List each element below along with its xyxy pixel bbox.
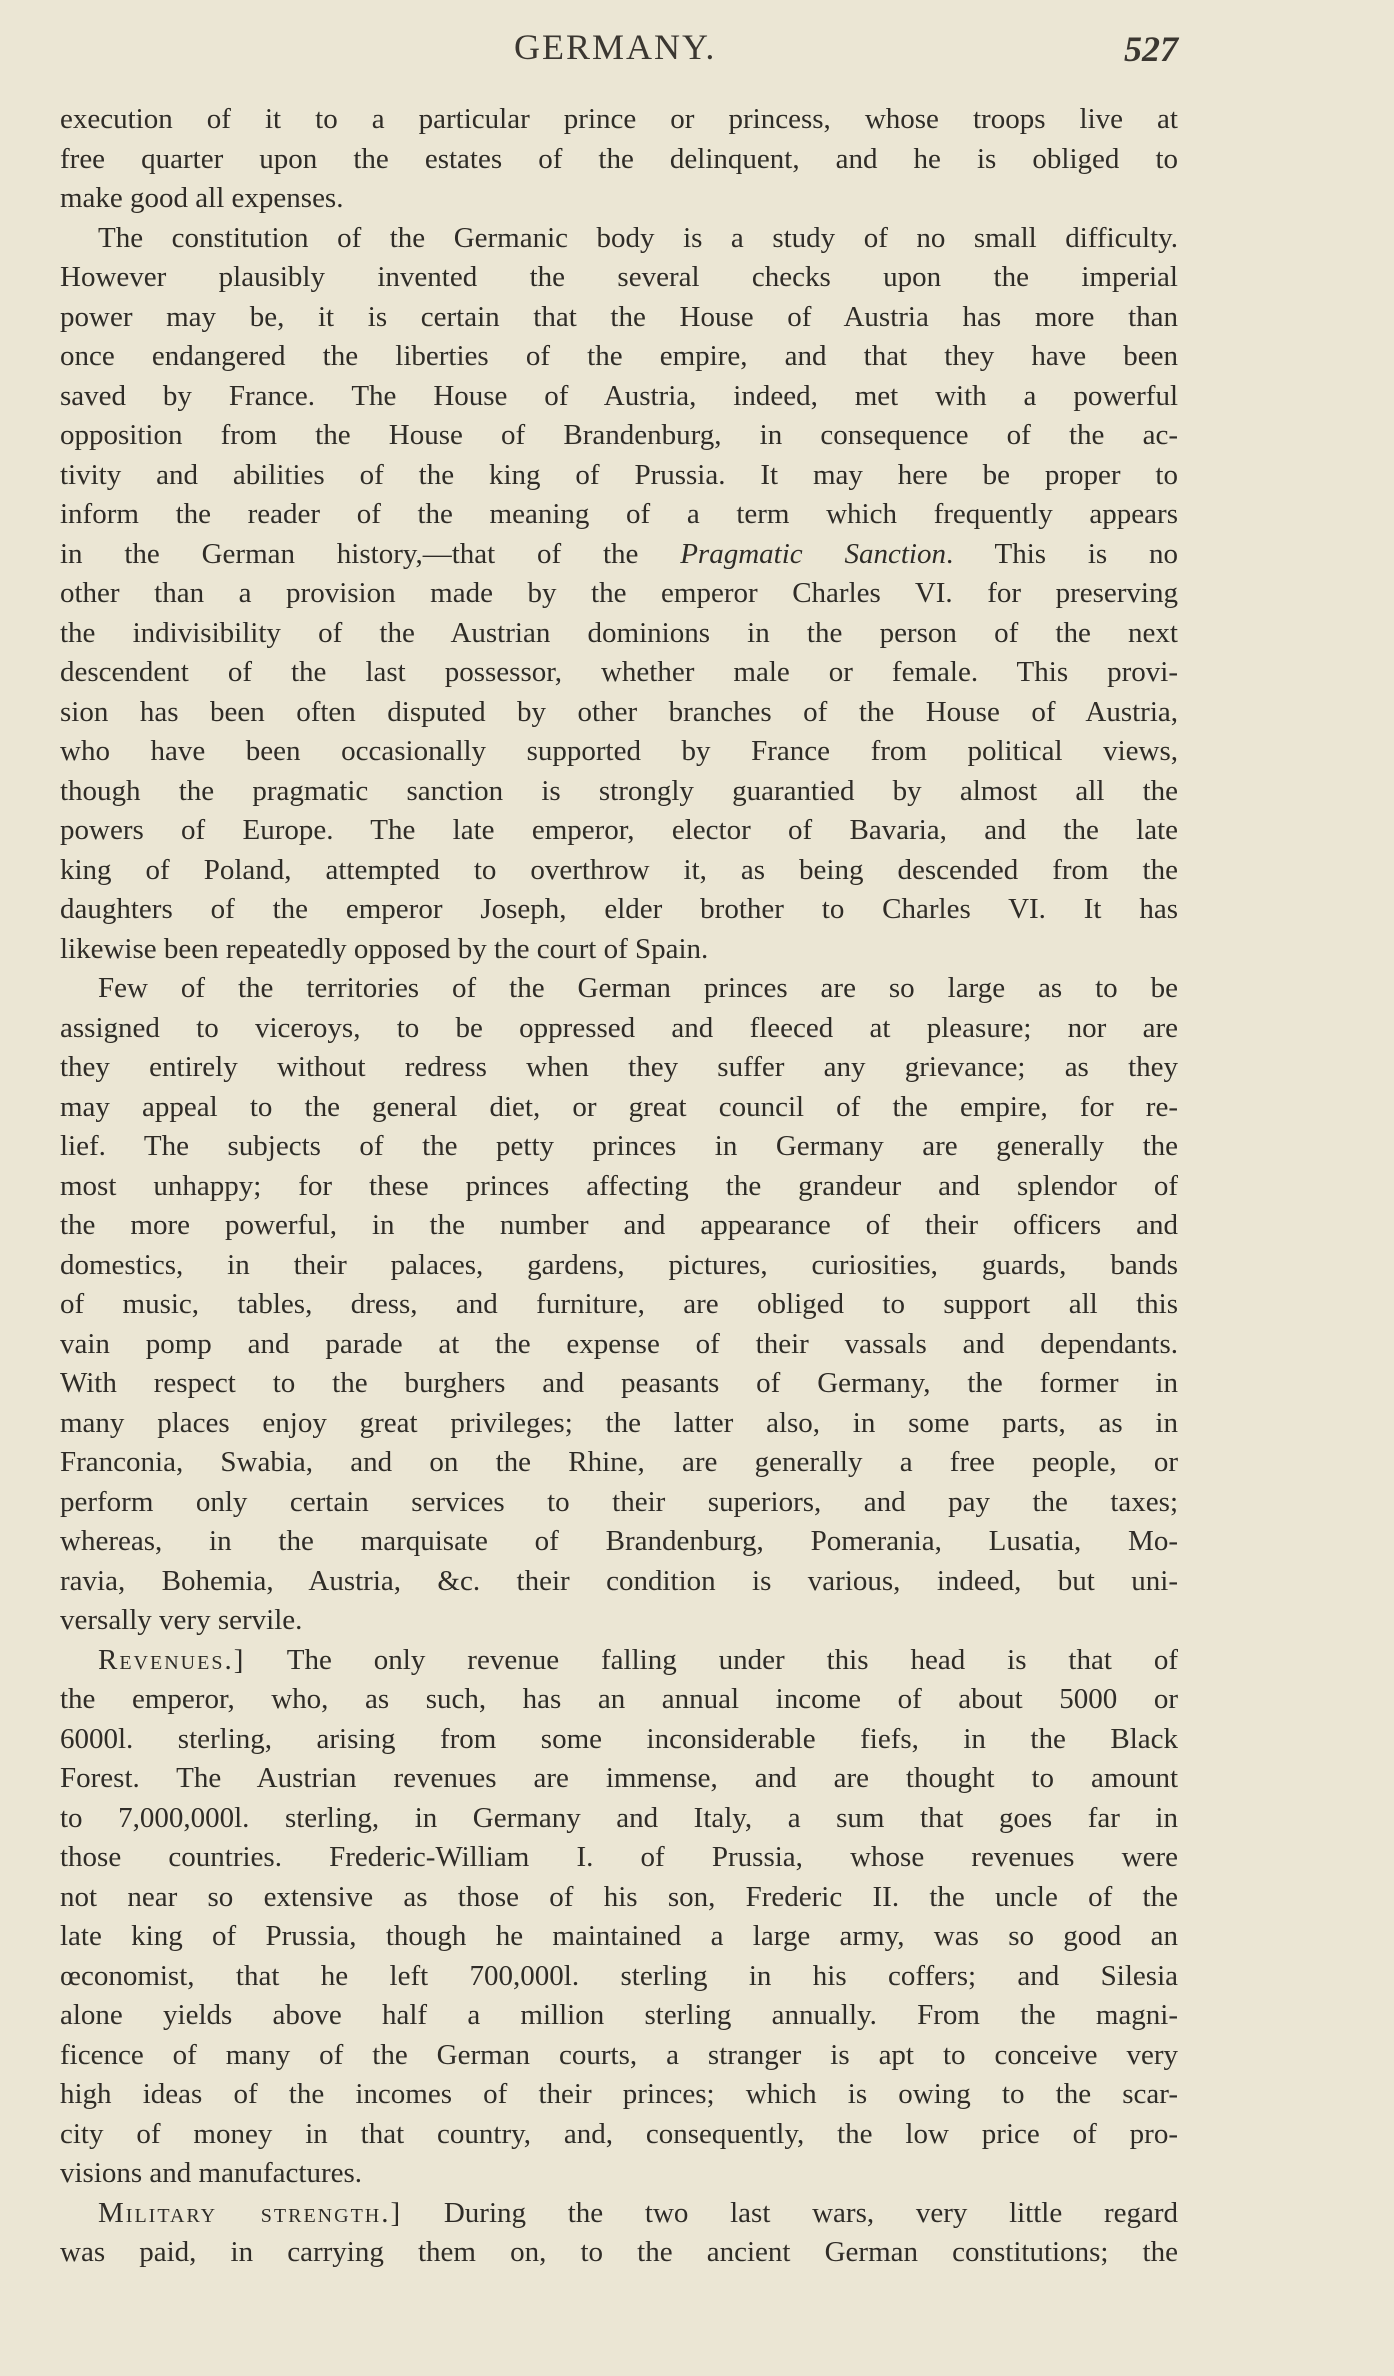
text-line: However plausibly invented the several checks upon the imperial	[60, 261, 1178, 293]
text-line: perform only certain services to their superiors, and pay the taxes;	[60, 1485, 1178, 1518]
text-line: Franconia, Swabia, and on the Rhine, are generally a free people, or	[60, 1446, 1178, 1478]
text-line: though the pragmatic sanction is strongly guarantied by almost all the	[60, 774, 1178, 807]
text-line: visions and manufactures.	[60, 2157, 363, 2189]
text-line: alone yields above half a million sterling annually. From the magni-	[60, 1999, 1178, 2031]
text-line: the emperor, who, as such, has an annual income of about 5000 or	[60, 1683, 1178, 1715]
text-line: powers of Europe. The late emperor, elector of Bavaria, and the late	[60, 814, 1178, 846]
text-line: not near so extensive as those of his son, Frederic II. the uncle of the	[60, 1880, 1178, 1913]
text-line: the indivisibility of the Austrian dominions in the person of the next	[60, 616, 1178, 649]
page-number: 527	[1124, 29, 1178, 69]
text-line: descendent of the last possessor, whether male or female. This provi-	[60, 656, 1178, 688]
text-line: lief. The subjects of the petty princes in Germany are generally the	[60, 1130, 1178, 1162]
text-line: make good all expenses.	[60, 182, 344, 214]
text-line: 6000l. sterling, arising from some inconsiderable fiefs, in the Black	[60, 1722, 1178, 1755]
text-line: execution of it to a particular prince or princess, whose troops live at	[60, 103, 1178, 135]
text-line-revenues	[60, 1641, 1178, 1681]
text-line: daughters of the emperor Joseph, elder brother to Charles VI. It has	[60, 893, 1178, 925]
text-line: sion has been often disputed by other branches of the House of Austria,	[60, 695, 1178, 728]
text-line: opposition from the House of Brandenburg, in consequence of the ac-	[60, 419, 1178, 451]
text-line: likewise been repeatedly opposed by the court of Spain.	[60, 932, 709, 965]
text-line: king of Poland, attempted to overthrow it, as being descended from the	[60, 853, 1178, 886]
text-line: œconomist, that he left 700,000l. sterling in his coffers; and Silesia	[60, 1959, 1178, 1992]
military-strength-heading: Military strength.]	[98, 2196, 403, 2229]
text-line: late king of Prussia, though he maintained a large army, was so good an	[60, 1920, 1178, 1952]
revenues-heading: Revenues.]	[98, 1643, 246, 1676]
text-line: vain pomp and parade at the expense of their vassals and dependants.	[60, 1327, 1178, 1360]
text-line: With respect to the burghers and peasants of Germany, the former in	[60, 1367, 1178, 1399]
text-line: most unhappy; for these princes affecting the grandeur and splendor of	[60, 1169, 1178, 1202]
text-line-pragmatic	[60, 535, 1178, 575]
body-text	[60, 100, 1178, 2273]
text-segment: The only revenue falling under this head is that of	[245, 1643, 1178, 1676]
running-head	[0, 20, 1394, 80]
text-line: other than a provision made by the emperor Charles VI. for preserving	[60, 577, 1178, 609]
text-line: may appeal to the general diet, or great council of the empire, for re-	[60, 1090, 1178, 1123]
text-line: to 7,000,000l. sterling, in Germany and Italy, a sum that goes far in	[60, 1801, 1178, 1834]
text-line: power may be, it is certain that the House of Austria has more than	[60, 300, 1178, 333]
text-line: once endangered the liberties of the empire, and that they have been	[60, 340, 1178, 372]
text-line: Few of the territories of the German princes are so large as to be	[98, 972, 1178, 1004]
text-segment: in the German history,—that of the	[60, 537, 681, 570]
text-segment: . This is no	[945, 537, 1178, 570]
text-line: free quarter upon the estates of the delinquent, and he is obliged to	[60, 142, 1178, 175]
text-line: they entirely without redress when they suffer any grievance; as they	[60, 1051, 1178, 1083]
text-line: many places enjoy great privileges; the latter also, in some parts, as in	[60, 1406, 1178, 1439]
text-line: Forest. The Austrian revenues are immense, and are thought to amount	[60, 1762, 1178, 1794]
text-line: the more powerful, in the number and appearance of their officers and	[60, 1209, 1178, 1241]
text-line: domestics, in their palaces, gardens, pictures, curiosities, guards, bands	[60, 1248, 1178, 1281]
text-line: city of money in that country, and, consequently, the low price of pro-	[60, 2117, 1178, 2150]
text-line: inform the reader of the meaning of a term which frequently appears	[60, 498, 1178, 530]
text-line: who have been occasionally supported by France from political views,	[60, 735, 1178, 767]
text-line: saved by France. The House of Austria, indeed, met with a powerful	[60, 379, 1178, 412]
text-line: was paid, in carrying them on, to the ancient German constitutions; the	[60, 2236, 1178, 2268]
text-line: ficence of many of the German courts, a stranger is apt to conceive very	[60, 2038, 1178, 2071]
text-line: ravia, Bohemia, Austria, &c. their condition is various, indeed, but uni-	[60, 1564, 1178, 1597]
text-line: versally very servile.	[60, 1604, 303, 1636]
text-line-military	[60, 2194, 1178, 2234]
text-line: whereas, in the marquisate of Brandenburg, Pomerania, Lusatia, Mo-	[60, 1525, 1178, 1557]
text-line: tivity and abilities of the king of Prussia. It may here be proper to	[60, 458, 1178, 491]
pragmatic-sanction-term: Pragmatic Sanction	[680, 537, 946, 570]
running-head-title: GERMANY.	[514, 27, 717, 67]
text-segment: During the two last wars, very little regard	[402, 2196, 1178, 2229]
text-line: of music, tables, dress, and furniture, are obliged to support all this	[60, 1288, 1178, 1320]
text-line: high ideas of the incomes of their princes; which is owing to the scar-	[60, 2078, 1178, 2110]
text-line: assigned to viceroys, to be oppressed and fleeced at pleasure; nor are	[60, 1011, 1178, 1044]
text-line: The constitution of the Germanic body is a study of no small difficulty.	[98, 221, 1178, 254]
text-line: those countries. Frederic-William I. of Prussia, whose revenues were	[60, 1841, 1178, 1873]
